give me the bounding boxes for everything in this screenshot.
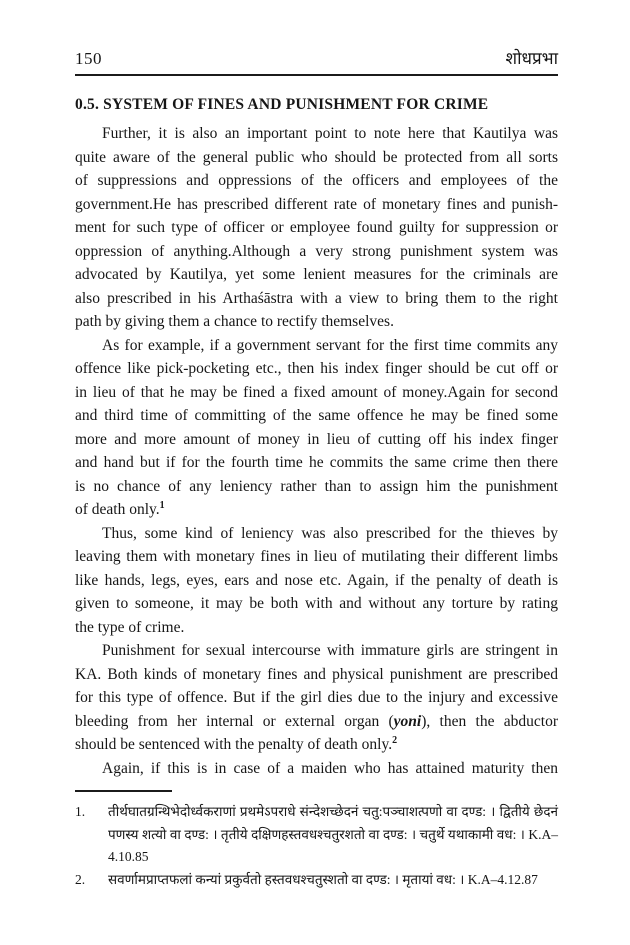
- text-line: Further, it is also an important point to note here that Kautilya was: [102, 125, 558, 142]
- footnote-ref: 2: [392, 736, 398, 746]
- footnote-item: [75, 801, 558, 869]
- page-number: 150: [75, 49, 102, 68]
- text-line: also prescribed in his Arthaśāstra with a view to bring them to the right: [75, 289, 558, 307]
- paragraph: [75, 642, 558, 760]
- text-line: like hands, legs, eyes, ears and nose etc. Again, if the penalty of death is: [75, 571, 558, 589]
- paragraph: [75, 337, 558, 525]
- text-line: As for example, if a government servant for the first time commits any: [102, 336, 558, 354]
- text-line: Punishment for sexual intercourse with immature girls are stringent in: [102, 642, 558, 659]
- text-line: KA. Both kinds of monetary fines and physical punishment are prescribed: [75, 665, 558, 683]
- text-line: quite aware of the general public who should be protected from all sorts: [75, 148, 558, 166]
- text-line: and hand but if for the fourth time he commits the same crime then there: [75, 454, 558, 471]
- text-line: given to someone, it may be both with and without any torture by rating: [75, 595, 558, 612]
- footnote-text: तीर्थघातग्रन्थिभेदोर्ध्वकराणां प्रथमेऽपराधे संन्देशच्छेदनं चतु:पञ्चाशत्पणो वा दण्ड: । द्वितीये छेदनं पणस्य शत्यो वा दण्ड: । तृतीये दक्षिणहस्तवधश्चतुरशतो वा दण्ड: । चतुर्थे यथाकामी वध: । K.A– 4.10.85: [108, 804, 558, 864]
- text-line: advocated by Kautilya, yet some lenient measures for the criminals are: [75, 266, 558, 283]
- footnotes: [75, 801, 558, 891]
- footnote-text: सवर्णामप्राप्तफलां कन्यां प्रकुर्वतो हस्तवधश्चतुस्शतो वा दण्ड: । मृतायां वध: । K.A–4.12.87: [108, 871, 538, 887]
- text-line: bleeding from her internal or external organ (yoni), then the abductor: [75, 712, 558, 730]
- emphasized-term: yoni: [393, 712, 422, 730]
- text-line: Thus, some kind of leniency was also prescribed for the thieves by: [102, 524, 558, 542]
- text-line: should be sentenced with the penalty of death only.$^2$: [75, 736, 398, 753]
- text-line: in lieu of that he may be fined a fixed amount of money.Again for second: [75, 383, 558, 401]
- paragraph: [75, 125, 558, 337]
- page-content: [75, 46, 558, 891]
- footnote-ref: 1: [159, 501, 165, 511]
- text-line: government.He has prescribed different rate of monetary fines and punish-: [75, 195, 558, 213]
- text-line: of death only.$^1$: [75, 501, 165, 518]
- text-line: is no chance of any leniency rather than to assign him the punishment: [75, 477, 558, 495]
- text-line: and third time of committing of the same offence he may be fined some: [75, 407, 558, 424]
- text-line: for this type of offence. But if the girl dies due to the injury and excessive: [75, 689, 558, 706]
- journal-title: शोधप्रभा: [505, 49, 558, 68]
- text-line: oppression of anything.Although a very strong punishment system was: [75, 242, 558, 260]
- text-line: leaving them with monetary fines in lieu of mutilating their different limbs: [75, 548, 558, 565]
- footnote-marker: 1.: [75, 804, 86, 819]
- paragraph: [75, 525, 558, 643]
- body-text: [75, 125, 558, 783]
- text-line: the type of crime.: [75, 618, 185, 636]
- text-line: ment for such type of officer or employee found guilty for suppression or: [75, 219, 558, 236]
- page-header: [75, 46, 558, 76]
- text-line: Again, if this is in case of a maiden who has attained maturity then: [102, 759, 558, 777]
- text-line: of suppressions and oppressions of the officers and employees of the: [75, 172, 558, 189]
- paragraph: [75, 760, 558, 784]
- footnote-item: [75, 869, 558, 892]
- text-line: more and more amount of money in lieu of cutting off his index finger: [75, 430, 558, 448]
- footnote-separator: [75, 790, 172, 792]
- text-line: offence like pick-pocketing etc., then his index finger should be cut off or: [75, 360, 558, 377]
- footnote-marker: 2.: [75, 871, 86, 887]
- section-heading: 0.5. SYSTEM OF FINES AND PUNISHMENT FOR CRIME: [75, 96, 489, 113]
- text-line: path by giving them a chance to rectify themselves.: [75, 313, 394, 330]
